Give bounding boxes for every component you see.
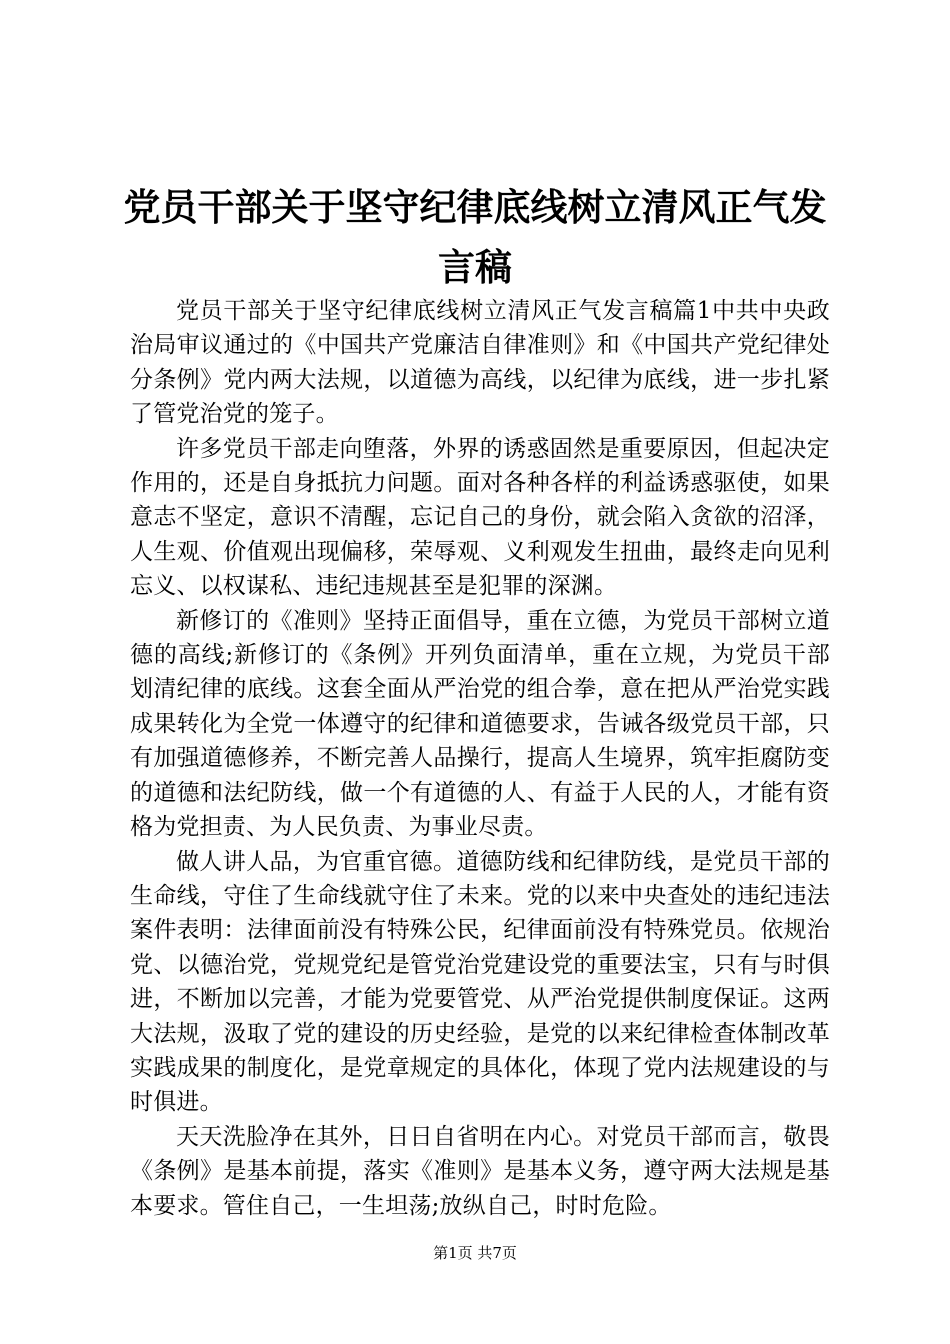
document-title: 党员干部关于坚守纪律底线树立清风正气发言稿 [123, 186, 827, 289]
body-paragraph: 天天洗脸净在其外，日日自省明在内心。对党员干部而言，敬畏《条例》是基本前提，落实《准则》是基本义务，遵守两大法规是基本要求。管住自己，一生坦荡;放纵自己，时时危险。 [130, 1123, 830, 1219]
body-paragraph: 党员干部关于坚守纪律底线树立清风正气发言稿篇1中共中央政治局审议通过的《中国共产党廉洁自律准则》和《中国共产党纪律处分条例》党内两大法规，以道德为高线，以纪律为底线，进一步扎紧了管党治党的笼子。 [130, 298, 830, 428]
body-paragraph: 许多党员干部走向堕落，外界的诱惑固然是重要原因，但起决定作用的，还是自身抵抗力问题。面对各种各样的利益诱惑驱使，如果意志不坚定，意识不清醒，忘记自己的身份，就会陷入贪欲的沼泽，人生观、价值观出现偏移，荣辱观、义利观发生扭曲，最终走向见利忘义、以权谋私、违纪违规甚至是犯罪的深渊。 [130, 435, 830, 600]
page-number-footer: 第1页 共7页 [433, 1244, 517, 1262]
body-paragraph: 做人讲人品，为官重官德。道德防线和纪律防线，是党员干部的生命线，守住了生命线就守住了未来。党的以来中央查处的违纪违法案件表明：法律面前没有特殊公民，纪律面前没有特殊党员。依规治党、以德治党，党规党纪是管党治党建设党的重要法宝，只有与时俱进，不断加以完善，才能为党要管党、从严治党提供制度保证。这两大法规，汲取了党的建设的历史经验，是党的以来纪律检查体制改革实践成果的制度化，是党章规定的具体化，体现了党内法规建设的与时俱进。 [130, 848, 830, 1116]
body-paragraph: 新修订的《准则》坚持正面倡导，重在立德，为党员干部树立道德的高线;新修订的《条例》开列负面清单，重在立规，为党员干部划清纪律的底线。这套全面从严治党的组合拳，意在把从严治党实践成果转化为全党一体遵守的纪律和道德要求，告诫各级党员干部，只有加强道德修养，不断完善人品操行，提高人生境界，筑牢拒腐防变的道德和法纪防线，做一个有道德的人、有益于人民的人，才能有资格为党担责、为人民负责、为事业尽责。 [130, 607, 830, 841]
document-body [130, 294, 830, 1223]
